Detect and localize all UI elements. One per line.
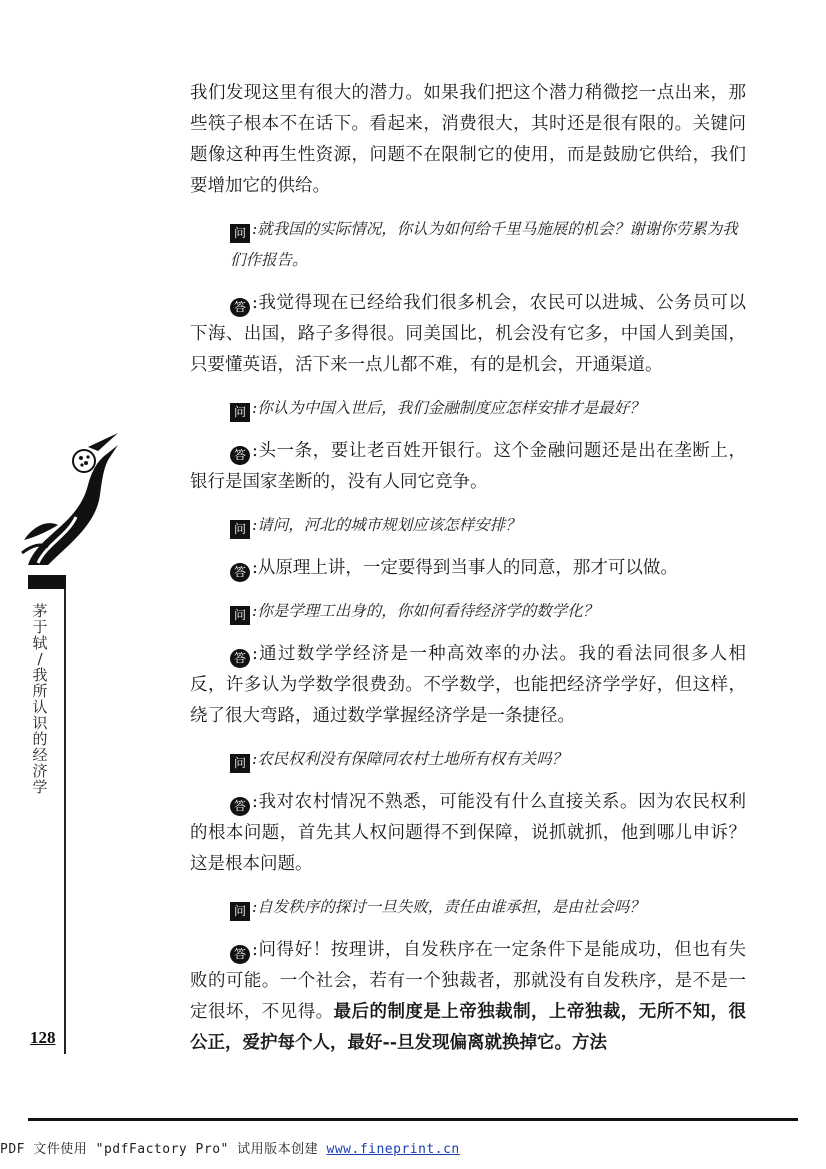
running-head-char: 经 xyxy=(32,746,48,764)
question xyxy=(190,892,746,923)
question-icon: 问 xyxy=(230,403,250,422)
running-head-char: 于 xyxy=(32,618,48,636)
answer-text: :我觉得现在已经给我们很多机会，农民可以进城、公务员可以下海、出国，路子多得很。同美国比，机会没有它多，中国人到美国，只要懂英语，活下来一点儿都不难，有的是机会，开通渠道。 xyxy=(190,293,746,375)
answer-icon: 答 xyxy=(230,446,250,465)
page-number: 128 xyxy=(30,1028,56,1047)
answer-text-bold: 最后的制度是上帝独裁制，上帝独裁，无所不知，很公正，爱护每个人，最好--旦发现偏离就换掉它。方法 xyxy=(190,1002,747,1053)
answer-icon: 答 xyxy=(230,298,250,317)
question xyxy=(190,393,746,424)
paragraph: 我们发现这里有很大的潜力。如果我们把这个潜力稍微挖一点出来，那些筷子根本不在话下。看起来，消费很大，其时还是很有限的。关键问题像这种再生性资源，问题不在限制它的使用，而是鼓励它供给，我们要增加它的供给。 xyxy=(190,83,746,196)
question xyxy=(190,510,746,541)
answer-text: :问得好！按理讲，自发秩序在一定条件下是能成功，但也有失败的可能。一个社会，若有一个独裁者，那就没有自发秩序，是不是一定很坏，不见得。 xyxy=(190,940,746,1022)
answer xyxy=(190,436,746,498)
question-text: :你是学理工出身的，你如何看待经济学的数学化？ xyxy=(252,602,599,620)
bottom-rule xyxy=(28,1118,798,1121)
question-text: :农民权利没有保障同农村土地所有权有关吗？ xyxy=(252,750,568,768)
answer xyxy=(190,787,746,880)
question-icon: 问 xyxy=(230,606,250,625)
answer-icon: 答 xyxy=(230,563,250,582)
answer xyxy=(190,553,746,584)
running-head-char: 识 xyxy=(32,714,48,732)
question-text: :请问，河北的城市规划应该怎样安排？ xyxy=(252,516,521,534)
pdf-footer xyxy=(0,1138,460,1157)
running-head-char: 轼 xyxy=(32,634,48,652)
running-head-char: 学 xyxy=(32,778,48,796)
question-icon: 问 xyxy=(230,520,250,539)
question-icon: 问 xyxy=(230,902,250,921)
question xyxy=(190,744,746,775)
answer-text: :通过数学学经济是一种高效率的办法。我的看法同很多人相反，许多认为学数学很费劲。不学数学，也能把经济学学好，但这样，绕了很大弯路，通过数学掌握经济学是一条捷径。 xyxy=(190,644,746,726)
running-head-char: 济 xyxy=(32,762,48,780)
question-text: :你认为中国入世后，我们金融制度应怎样安排才是最好？ xyxy=(252,399,645,417)
answer-text: :从原理上讲，一定要得到当事人的同意，那才可以做。 xyxy=(252,558,678,578)
answer-icon: 答 xyxy=(230,945,250,964)
main-text xyxy=(190,78,746,1071)
question-icon: 问 xyxy=(230,224,250,243)
bird-ornament-icon xyxy=(18,425,128,575)
running-head-char: 茅 xyxy=(32,602,48,620)
answer-text: :头一条，要让老百姓开银行。这个金融问题还是出在垄断上，银行是国家垄断的，没有人同它竞争。 xyxy=(190,441,746,492)
footer-link[interactable]: www.fineprint.cn xyxy=(326,1142,460,1157)
question-text: :自发秩序的探讨一旦失败，责任由谁承担，是由社会吗？ xyxy=(252,898,645,916)
answer xyxy=(190,288,746,381)
answer-text: :我对农村情况不熟悉，可能没有什么直接关系。因为农民权利的根本问题，首先其人权问题得不到保障，说抓就抓，他到哪儿申诉？这是根本问题。 xyxy=(190,792,746,874)
question-icon: 问 xyxy=(230,754,250,773)
margin-bar xyxy=(28,575,66,589)
question-text: :就我国的实际情况，你认为如何给千里马施展的机会？谢谢你劳累为我们作报告。 xyxy=(230,220,738,269)
question xyxy=(190,596,746,627)
margin-rule xyxy=(64,589,66,1054)
answer-icon: 答 xyxy=(230,797,250,816)
answer xyxy=(190,935,746,1059)
question xyxy=(190,214,746,276)
running-head-char: 的 xyxy=(32,730,48,748)
running-head-char: 所 xyxy=(32,682,48,700)
running-head-vertical xyxy=(30,603,50,795)
running-head-char: 认 xyxy=(32,698,48,716)
running-head-char: / xyxy=(37,650,43,668)
footer-text: PDF 文件使用 "pdfFactory Pro" 试用版本创建 xyxy=(0,1142,327,1157)
running-head-char: 我 xyxy=(32,666,48,684)
answer-icon: 答 xyxy=(230,649,250,668)
answer xyxy=(190,639,746,732)
